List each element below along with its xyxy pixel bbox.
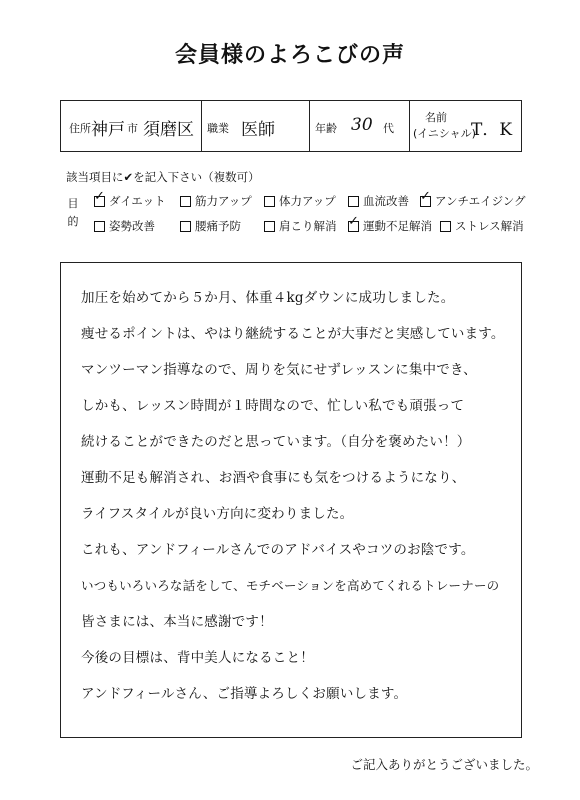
age-label: 年齢 [315, 122, 337, 135]
comment-line: ライフスタイルが良い方向に変わりました。 [81, 506, 354, 522]
checkbox-icon[interactable] [94, 221, 105, 232]
option-stress[interactable]: ストレス解消 [440, 218, 524, 234]
info-divider [201, 101, 202, 151]
option-stamina[interactable]: 体力アップ [264, 193, 336, 209]
initials-label: (イニシャル) [413, 127, 476, 140]
checkbox-icon[interactable] [180, 196, 191, 207]
member-info-box [60, 100, 522, 152]
city-label: 市 [127, 122, 138, 135]
checkbox-icon[interactable] [94, 196, 105, 207]
comment-box [60, 262, 522, 738]
checkbox-icon[interactable] [348, 221, 359, 232]
checkbox-icon[interactable] [440, 221, 451, 232]
option-anti-aging[interactable]: ✓ アンチエイジング [420, 193, 526, 209]
address-district-value: 須磨区 [143, 120, 194, 140]
comment-line: 運動不足も解消され、お酒や食事にも気をつけるようになり、 [81, 470, 466, 486]
info-divider [409, 101, 410, 151]
purpose-label: 目 的 [67, 197, 79, 228]
option-exercise[interactable]: ✓ 運動不足解消 [348, 218, 432, 234]
comment-line: 加圧を始めてから５か月、体重４kgダウンに成功しました。 [81, 290, 455, 306]
option-circulation[interactable]: 血流改善 [348, 193, 409, 209]
comment-line: 続けることができたのだと思っています。（自分を褒めたい！） [81, 434, 471, 450]
name-value: T．K [471, 120, 513, 140]
checkbox-icon[interactable] [348, 196, 359, 207]
option-posture[interactable]: 姿勢改善 [94, 218, 155, 234]
page-title: 会員様のよろこびの声 [174, 43, 405, 68]
checkbox-icon[interactable] [264, 221, 275, 232]
option-diet[interactable]: ✓ ダイエット [94, 193, 166, 209]
comment-line: これも、アンドフィールさんでのアドバイスやコツのお陰です。 [81, 542, 475, 558]
option-back-pain[interactable]: 腰痛予防 [180, 218, 241, 234]
comment-line: マンツーマン指導なので、周りを気にせずレッスンに集中でき、 [81, 362, 477, 378]
comment-line: いつもいろいろな話をして、モチベーションを高めてくれるトレーナーの [81, 578, 500, 593]
comment-line: 今後の目標は、背中美人になること！ [81, 650, 314, 666]
age-unit: 代 [383, 122, 394, 135]
age-value: 30 [351, 115, 373, 135]
closing-message: ご記入ありがとうございました。 [350, 757, 538, 772]
job-value: 医師 [241, 120, 275, 140]
address-label: 住所 [69, 122, 91, 135]
comment-line: しかも、レッスン時間が１時間なので、忙しい私でも頑張って [81, 398, 465, 414]
checkbox-icon[interactable] [420, 196, 431, 207]
name-label: 名前 [425, 111, 447, 124]
job-label: 職業 [207, 122, 229, 135]
checkbox-icon[interactable] [264, 196, 275, 207]
address-city-value: 神戸 [91, 120, 125, 140]
option-shoulder[interactable]: 肩こり解消 [264, 218, 337, 234]
comment-line: アンドフィールさん、ご指導よろしくお願いします。 [81, 686, 408, 702]
checkbox-icon[interactable] [180, 221, 191, 232]
comment-line: 痩せるポイントは、やはり継続することが大事だと実感しています。 [81, 326, 505, 342]
comment-line: 皆さまには、本当に感謝です！ [81, 614, 273, 630]
option-muscle[interactable]: 筋力アップ [180, 193, 252, 209]
instruction-text: 該当項目に✔を記入下さい（複数可） [66, 170, 260, 184]
info-divider [309, 101, 310, 151]
